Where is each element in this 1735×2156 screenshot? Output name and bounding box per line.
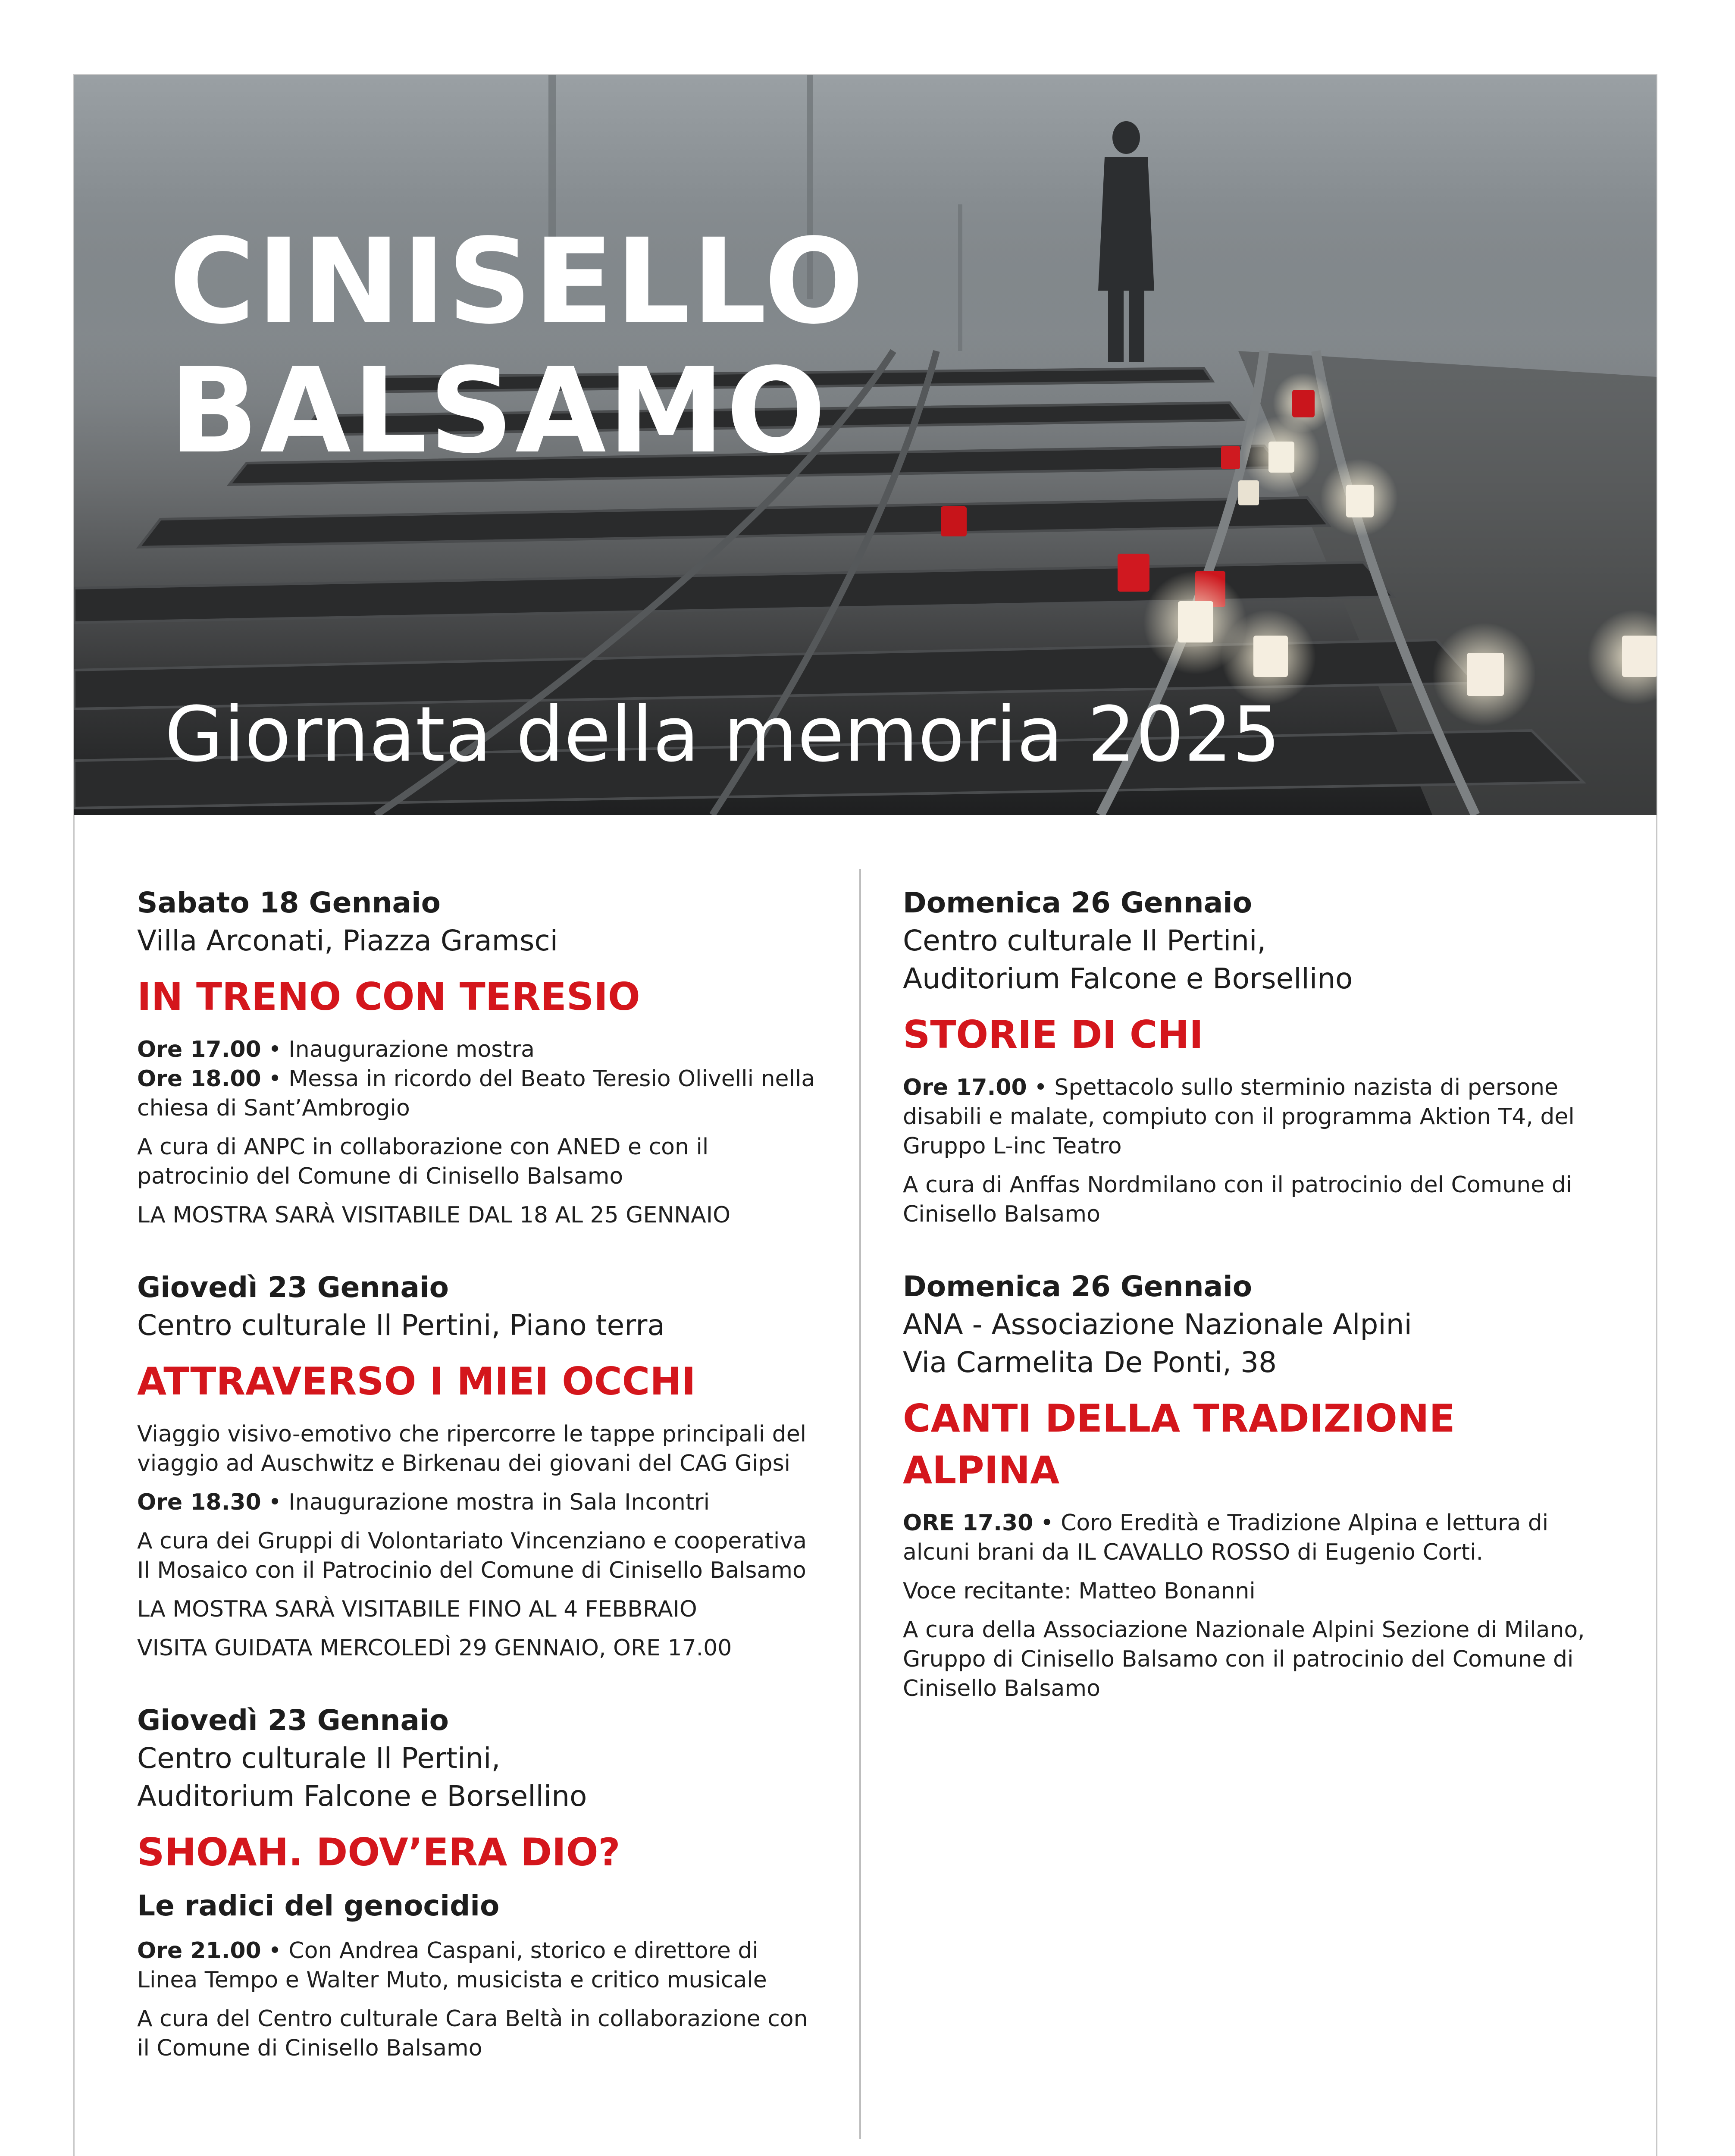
city-title-line1: CINISELLO <box>169 214 866 350</box>
event-time: Ore 18.30 <box>137 1489 261 1515</box>
event-venue: Centro culturale Il Pertini, <box>903 924 1266 957</box>
event-time: Ore 21.00 <box>137 1938 261 1964</box>
event-title: STORIE DI CHI <box>903 1012 1203 1057</box>
event-venue: Auditorium Falcone e Borsellino <box>137 1780 587 1813</box>
event-curated-by: A cura del Centro culturale Cara Beltà in collaborazione con il Comune di Cinisello Balsamo <box>137 2006 808 2061</box>
event-time: ORE 17.30 <box>903 1510 1033 1536</box>
event-time: Ore 17.00 <box>137 1037 261 1062</box>
event-title: ATTRAVERSO I MIEI OCCHI <box>137 1359 696 1404</box>
event-time-desc: • Inaugurazione mostra <box>261 1037 535 1062</box>
event-block <box>137 1269 823 1663</box>
event-venue: ANA - Associazione Nazionale Alpini <box>903 1308 1412 1341</box>
event-title: CANTI DELLA TRADIZIONE ALPINA <box>903 1396 1455 1492</box>
event-date: Giovedì 23 Gennaio <box>137 1704 449 1737</box>
event-time-desc: • Coro Eredità e Tradizione Alpina e lettura di alcuni brani da IL CAVALLO ROSSO di Eugenio Corti. <box>903 1510 1549 1565</box>
event-venue: Villa Arconati, Piazza Gramsci <box>137 924 558 957</box>
event-time-desc: • Spettacolo sullo sterminio nazista di persone disabili e malate, compiuto con il programma Aktion T4, del Gruppo L-inc Teatro <box>903 1075 1575 1159</box>
event-description: Viaggio visivo-emotivo che ripercorre le tappe principali del viaggio ad Auschwitz e Birkenau dei giovani del CAG Gipsi <box>137 1421 807 1476</box>
event-time: Ore 17.00 <box>903 1075 1027 1100</box>
event-venue: Via Carmelita De Ponti, 38 <box>903 1346 1277 1379</box>
event-subtitle: Giornata della memoria 2025 <box>165 690 1281 779</box>
event-date: Domenica 26 Gennaio <box>903 1270 1253 1303</box>
event-curated-by: A cura della Associazione Nazionale Alpini Sezione di Milano, Gruppo di Cinisello Balsamo con il patrocinio del Comune di Cinisello Balsamo <box>903 1617 1585 1702</box>
city-title-line2: BALSAMO <box>169 343 828 479</box>
event-curated-by: A cura di ANPC in collaborazione con ANED e con il patrocinio del Comune di Cinisello Balsamo <box>137 1134 709 1189</box>
event-venue: Centro culturale Il Pertini, Piano terra <box>137 1309 665 1342</box>
event-time-desc: • Con Andrea Caspani, storico e direttore di Linea Tempo e Walter Muto, musicista e critico musicale <box>137 1938 767 1993</box>
schedule-line <box>137 1064 823 1123</box>
right-column <box>903 884 1588 1742</box>
event-schedule <box>137 1936 823 1995</box>
event-voice: Voce recitante: Matteo Bonanni <box>903 1578 1256 1604</box>
event-block <box>137 1702 823 2063</box>
event-schedule <box>903 1508 1588 1567</box>
event-time-desc: • Messa in ricordo del Beato Teresio Olivelli nella chiesa di Sant’Ambrogio <box>137 1066 815 1121</box>
event-date: Giovedì 23 Gennaio <box>137 1271 449 1304</box>
event-venue: Centro culturale Il Pertini, <box>137 1742 501 1775</box>
event-block <box>137 884 823 1230</box>
event-date: Sabato 18 Gennaio <box>137 886 441 919</box>
event-schedule <box>137 1035 823 1123</box>
event-schedule <box>903 1073 1588 1161</box>
event-subtitle-line: Le radici del genocidio <box>137 1889 500 1922</box>
column-divider <box>859 869 861 2139</box>
event-block <box>903 884 1588 1229</box>
event-time: Ore 18.00 <box>137 1066 261 1092</box>
event-venue: Auditorium Falcone e Borsellino <box>903 962 1353 995</box>
city-title <box>169 214 866 479</box>
event-block <box>903 1268 1588 1703</box>
event-date: Domenica 26 Gennaio <box>903 886 1253 919</box>
event-time-desc: • Inaugurazione mostra in Sala Incontri <box>261 1489 710 1515</box>
event-title: IN TRENO CON TERESIO <box>137 975 640 1019</box>
event-note: LA MOSTRA SARÀ VISITABILE FINO AL 4 FEBBRAIO <box>137 1596 697 1622</box>
event-note: LA MOSTRA SARÀ VISITABILE DAL 18 AL 25 GENNAIO <box>137 1202 730 1228</box>
event-schedule <box>137 1488 823 1517</box>
hero-banner <box>74 75 1657 815</box>
event-note: VISITA GUIDATA MERCOLEDÌ 29 GENNAIO, ORE 17.00 <box>137 1635 732 1661</box>
left-column <box>137 884 823 2102</box>
schedule-line <box>137 1035 823 1064</box>
event-title: SHOAH. DOV’ERA DIO? <box>137 1830 620 1874</box>
event-curated-by: A cura di Anffas Nordmilano con il patrocinio del Comune di Cinisello Balsamo <box>903 1172 1572 1227</box>
event-curated-by: A cura dei Gruppi di Volontariato Vincenziano e cooperativa Il Mosaico con il Patrocinio del Comune di Cinisello Balsamo <box>137 1528 807 1583</box>
